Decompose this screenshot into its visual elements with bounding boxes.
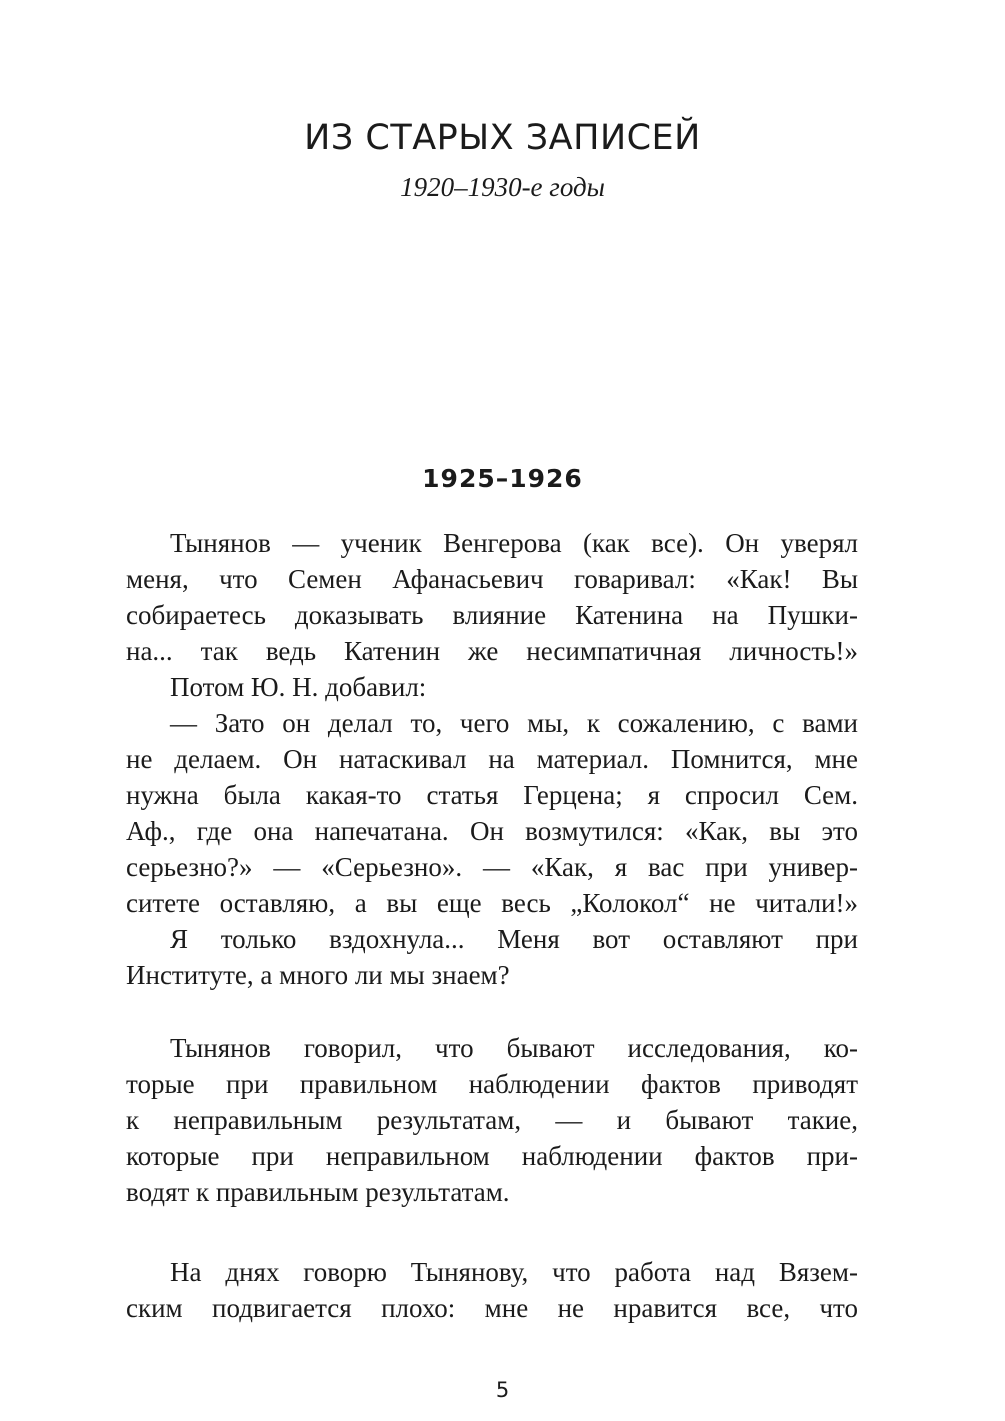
text-line: которые при неправильном наблюдении фактов при- bbox=[126, 1141, 858, 1171]
text-line: Я только вздохнула... Меня вот оставляют при bbox=[170, 924, 858, 954]
section-heading: 1925–1926 bbox=[422, 464, 583, 493]
page-number: 5 bbox=[495, 1378, 510, 1402]
text-line: Аф., где она напечатана. Он возмутился: «Как, вы это bbox=[126, 816, 858, 846]
text-line: — Зато он делал то, чего мы, к сожалению, с вами bbox=[170, 708, 858, 738]
text-line: Институте, а много ли мы знаем? bbox=[126, 960, 510, 990]
text-line: меня, что Семен Афанасьевич говаривал: «Как! Вы bbox=[126, 564, 858, 594]
text-line: Потом Ю. Н. добавил: bbox=[170, 672, 427, 702]
text-line: На днях говорю Тынянову, что работа над Вязем- bbox=[170, 1257, 858, 1287]
text-line: серьезно?» — «Серьезно». — «Как, я вас при универ- bbox=[126, 852, 858, 882]
text-line: к неправильным результатам, — и бывают такие, bbox=[126, 1105, 858, 1135]
text-line: собираетесь доказывать влияние Катенина на Пушки- bbox=[126, 600, 858, 630]
text-line: не делаем. Он натаскивал на материал. Помнится, мне bbox=[126, 744, 858, 774]
text-line: нужна была какая-то статья Герцена; я спросил Сем. bbox=[126, 780, 858, 810]
text-line: Тынянов — ученик Венгерова (как все). Он уверял bbox=[170, 528, 858, 558]
text-line: на... так ведь Катенин же несимпатичная личность!» bbox=[126, 636, 858, 666]
text-line: водят к правильным результатам. bbox=[126, 1177, 510, 1207]
chapter-title: ИЗ СТАРЫХ ЗАПИСЕЙ bbox=[304, 118, 701, 158]
text-line: Тынянов говорил, что бывают исследования, ко- bbox=[170, 1033, 858, 1063]
text-line: ским подвигается плохо: мне не нравится все, что bbox=[126, 1293, 858, 1323]
text-line: торые при правильном наблюдении фактов приводят bbox=[126, 1069, 858, 1099]
chapter-subtitle: 1920–1930-е годы bbox=[400, 172, 605, 202]
text-line: ситете оставляю, а вы еще весь „Колокол“ не читали!» bbox=[126, 888, 858, 918]
